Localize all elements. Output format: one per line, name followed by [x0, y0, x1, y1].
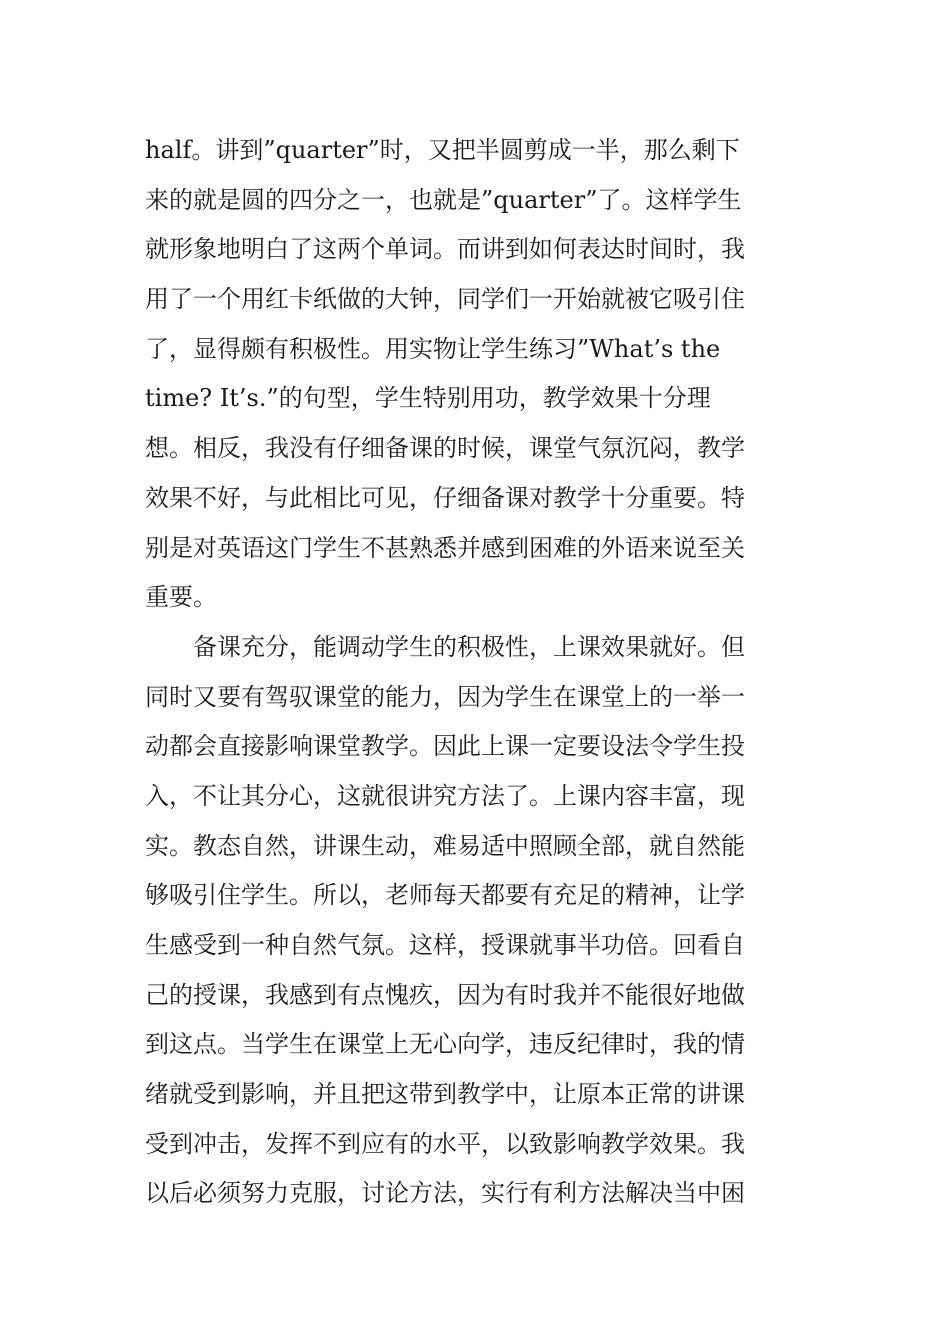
text-line: 够吸引住学生。所以，老师每天都要有充足的精神，让学: [145, 881, 745, 910]
text-line: 用了一个用红卡纸做的大钟，同学们一开始就被它吸引住: [145, 285, 745, 314]
text-line: 了，显得颇有积极性。用实物让学生练习”What’s the: [145, 334, 721, 363]
text-line: 受到冲击，发挥不到应有的水平，以致影响教学效果。我: [145, 1129, 745, 1158]
text-line: 别是对英语这门学生不甚熟悉并感到困难的外语来说至关: [145, 533, 745, 562]
text-line: time? It’s.”的句型，学生特别用功，教学效果十分理: [145, 384, 711, 413]
text-line: 想。相反，我没有仔细备课的时候，课堂气氛沉闷，教学: [145, 434, 745, 463]
text-line: 到这点。当学生在课堂上无心向学，违反纪律时，我的情: [145, 1030, 745, 1059]
text-line: half。讲到”quarter”时，又把半圆剪成一半，那么剩下: [145, 136, 740, 164]
text-line: 绪就受到影响，并且把这带到教学中，让原本正常的讲课: [145, 1080, 745, 1109]
text-line: 入，不让其分心，这就很讲究方法了。上课内容丰富，现: [145, 781, 745, 810]
text-line: 效果不好，与此相比可见，仔细备课对教学十分重要。特: [145, 483, 745, 512]
document-body: [145, 126, 810, 1219]
text-line: 同时又要有驾驭课堂的能力，因为学生在课堂上的一举一: [145, 682, 745, 711]
text-line: 实。教态自然，讲课生动，难易适中照顾全部，就自然能: [145, 831, 745, 860]
text-line: 动都会直接影响课堂教学。因此上课一定要设法令学生投: [145, 732, 745, 761]
text-line: 备课充分，能调动学生的积极性，上课效果就好。但: [145, 632, 745, 661]
text-line: 以后必须努力克服，讨论方法，实行有利方法解决当中困: [145, 1179, 745, 1208]
text-line: 就形象地明白了这两个单词。而讲到如何表达时间时，我: [145, 235, 745, 264]
text-line: 己的授课，我感到有点愧疚，因为有时我并不能很好地做: [145, 980, 745, 1009]
text-line: 生感受到一种自然气氛。这样，授课就事半功倍。回看自: [145, 931, 745, 959]
text-line: 重要。: [145, 583, 217, 612]
text-line: 来的就是圆的四分之一，也就是”quarter”了。这样学生: [145, 185, 742, 214]
